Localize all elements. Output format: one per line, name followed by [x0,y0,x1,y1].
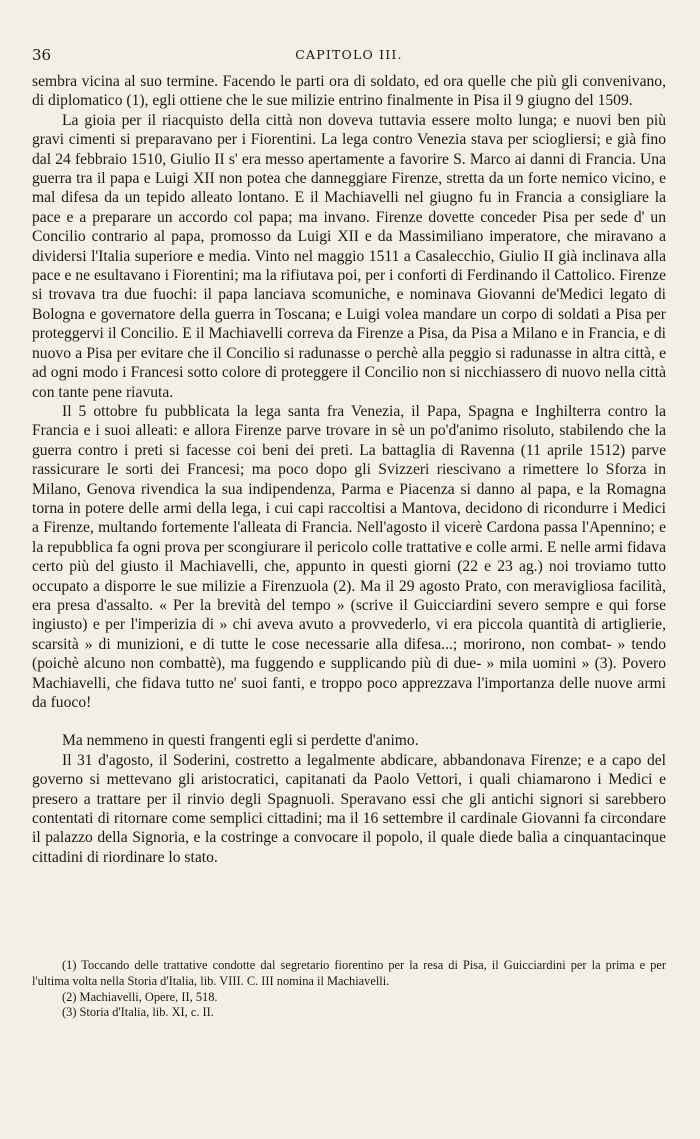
page-header [32,46,666,66]
body-text [32,72,666,867]
footnotes [32,958,666,1021]
paragraph: Il 5 ottobre fu pubblicata la lega santa fra Venezia, il Papa, Spagna e Inghilterra contro la Francia e i suoi alleati: e allora Firenze parve trovare in sè un po'd'animo risoluto, stabilendo che la guerra contro i preti si facesse coi beni dei preti. La battaglia di Ravenna (11 aprile 1512) parve rassicurare le sorti dei Francesi; ma poco dopo gli Svizzeri riescivano a rimettere lo Sforza in Milano, Genova rivendica la sua indipendenza, Parma e Piacenza si danno al papa, e la Romagna torna in potere delle armi della lega, i cui capi raccoltisi a Mantova, decidono di ricondurre i Medici a Firenze, multando fortemente l'alleata di Francia. Nell'agosto il vicerè Cardona passa l'Apennino; e la repubblica fa ogni prova per scongiurare il pericolo colle trattative e colle armi. E nelle armi fidava certo più del giusto il Machiavelli, che, appunto in questi giorni (22 e 23 ag.) noi troviamo tutto occupato a disporre le sue milizie a Firenzuola (2). Ma il 29 agosto Prato, con meravigliosa facilità, era presa d'assalto. « Per la brevità del tempo » (scrive il Guicciardini severo sempre e qui forse ingiusto) e per l'imperizia di » chi aveva avuto a provvederlo, vi era piccola quantità di artiglierie, scarsità » di munizioni, e di tutte le cose necessarie alla difesa...; morirono, non combat- » tendo (poichè alcuno non combattè), ma fuggendo e supplicando più di due- » mila uomini » (3). Povero Machiavelli, che fidava tutto ne' suoi fanti, e troppo poco apprezzava l'importanza delle nuove armi da fuoco! [32,402,666,711]
page-number: 36 [32,46,52,64]
paragraph: Il 31 d'agosto, il Soderini, costretto a legalmente abdicare, abbandonava Firenze; e a capo del governo si mettevano gli aristocratici, capitanati da Paolo Vettori, i quali chiamarono i Medici e presero a trattare per il rinvio degli Spagnuoli. Speravano essi che gli antichi signori si sarebbero contentati di ritornare come semplici cittadini; ma il 16 settembre il cardinale Giovanni fa circondare il palazzo della Signoria, e la costringe a convocare il popolo, il quale diede balìa a cinquantacinque cittadini di riordinare lo stato. [32,751,666,866]
paragraph: sembra vicina al suo termine. Facendo le parti ora di soldato, ed ora quelle che più gli convenivano, di diplomatico (1), egli ottiene che le sue milizie entrino finalmente in Pisa il 9 giugno del 1509. [32,73,666,110]
running-title: CAPITOLO III. [295,47,403,62]
footnote: (1) Toccando delle trattative condotte dal segretario fiorentino per la resa di Pisa, il Guicciardini per la prima e per l'ultima volta nella Storia d'Italia, lib. VIII. C. III nomina il Machiavelli. [32,958,666,988]
paragraph: La gioia per il riacquisto della città non doveva tuttavia essere molto lunga; e nuovi ben più gravi cimenti si preparavano per i Fiorentini. La lega contro Venezia stava per sciogliersi; e già fino dal 24 febbraio 1510, Giulio II s' era messo apertamente a favorire S. Marco ai danni di Francia. Una guerra tra il papa e Luigi XII non potea che danneggiare Firenze, stretta da un forte nemico vicino, e mal difesa da un tepido alleato lontano. E il Machiavelli nel giugno fu in Francia a consigliare la pace e a preparare un accordo col papa; ma invano. Firenze dovette conceder Pisa per sede d' un Concilio contrario al papa, promosso da Luigi XII e da Massimiliano imperatore, che miravano a dividersi l'Italia superiore e media. Vinto nel maggio 1511 a Casalecchio, Giulio II già inclinava alla pace e ne esultavano i Fiorentini; ma la rifiutava poi, per i conforti di Ferdinando il Cattolico. Firenze si trovava tra due fuochi: il papa lanciava scomuniche, e nominava Giovanni de'Medici legato di Bologna e governatore della guerra in Toscana; e Luigi volea mandare un corpo di soldati a Pisa per proteggervi il Concilio. E il Machiavelli correva da Firenze a Pisa, da Pisa a Milano e in Francia, e di nuovo a Pisa per evitare che il Concilio si radunasse o perchè alla peggio si radunasse in altra città, e ad ogni modo i Francesi sotto colore di proteggere il Concilio non si nicchiassero di nuovo nella città con tante pene riavuta. [32,111,666,401]
footnote: (2) Machiavelli, Opere, II, 518. [62,989,218,1004]
paragraph: Ma nemmeno in questi frangenti egli si perdette d'animo. [62,732,419,750]
footnote: (3) Storia d'Italia, lib. XI, c. II. [62,1005,214,1020]
